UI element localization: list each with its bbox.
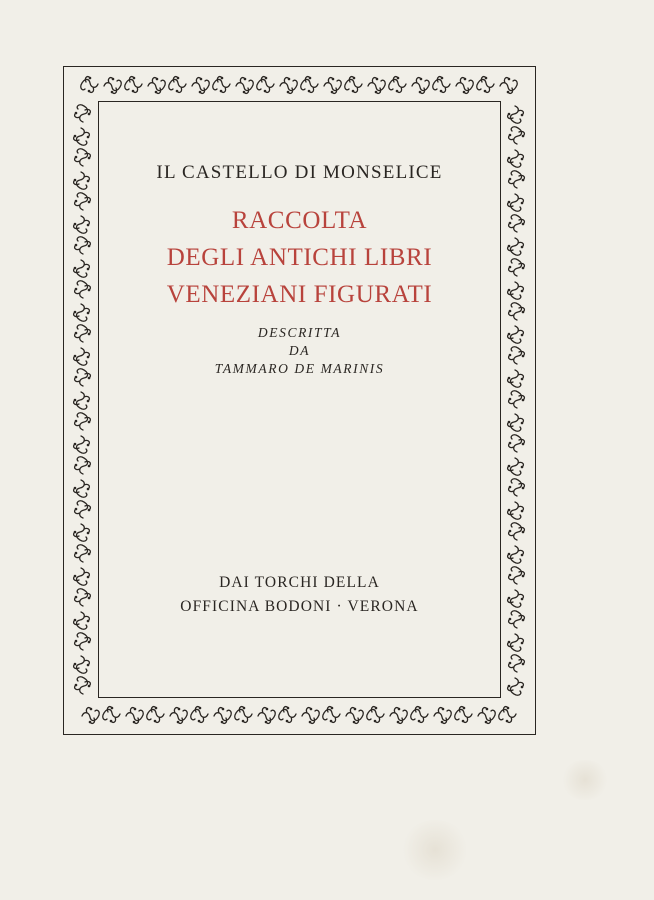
vine-scroll-ornament-icon xyxy=(192,78,209,94)
vine-scroll-ornament-icon xyxy=(74,392,90,409)
vine-scroll-ornament-icon xyxy=(75,413,91,430)
vine-scroll-ornament-icon xyxy=(191,707,208,723)
vine-scroll-ornament-icon xyxy=(509,127,525,144)
vine-scroll-ornament-icon xyxy=(390,708,407,724)
imprint xyxy=(98,571,501,619)
vine-scroll-ornament-icon xyxy=(509,523,525,540)
vine-scroll-ornament-icon xyxy=(508,150,524,167)
vine-scroll-ornament-icon xyxy=(74,568,90,585)
vine-scroll-ornament-icon xyxy=(509,435,525,452)
vine-scroll-ornament-icon xyxy=(75,677,91,694)
vine-scroll-ornament-icon xyxy=(75,501,91,518)
vine-scroll-ornament-icon xyxy=(235,707,252,723)
vine-scroll-ornament-icon xyxy=(508,238,524,255)
vine-scroll-ornament-icon xyxy=(214,708,231,724)
vine-scroll-ornament-icon xyxy=(301,77,318,93)
vine-scroll-ornament-icon xyxy=(236,78,253,94)
main-title xyxy=(98,202,501,313)
vine-scroll-ornament-icon xyxy=(345,77,362,93)
vine-scroll-ornament-icon xyxy=(74,480,90,497)
vine-scroll-ornament-icon xyxy=(81,77,98,93)
imprint-line: DAI TORCHI DELLA xyxy=(219,574,380,591)
vine-scroll-ornament-icon xyxy=(508,414,524,431)
vine-scroll-ornament-icon xyxy=(509,391,525,408)
vine-scroll-ornament-icon xyxy=(508,634,524,651)
vine-scroll-ornament-icon xyxy=(104,78,121,94)
vine-scroll-ornament-icon xyxy=(75,633,91,650)
vine-scroll-ornament-icon xyxy=(213,77,230,93)
vine-scroll-ornament-icon xyxy=(74,436,90,453)
main-title-line: VENEZIANI FIGURATI xyxy=(166,281,433,308)
vine-scroll-ornament-icon xyxy=(74,304,90,321)
vine-scroll-ornament-icon xyxy=(509,215,525,232)
vine-scroll-ornament-icon xyxy=(103,707,120,723)
vine-scroll-ornament-icon xyxy=(509,303,525,320)
byline-author: TAMMARO DE MARINIS xyxy=(214,361,385,376)
series-title: IL CASTELLO DI MONSELICE xyxy=(156,162,443,183)
vine-scroll-ornament-icon xyxy=(508,326,524,343)
vine-scroll-ornament-icon xyxy=(477,77,494,93)
vine-scroll-ornament-icon xyxy=(74,216,90,233)
byline-descriptor: DESCRITTA xyxy=(257,325,342,340)
vine-scroll-ornament-icon xyxy=(75,149,91,166)
vine-scroll-ornament-icon xyxy=(508,194,524,211)
vine-scroll-ornament-icon xyxy=(75,193,91,210)
vine-scroll-ornament-icon xyxy=(323,707,340,723)
vine-scroll-ornament-icon xyxy=(75,457,91,474)
vine-scroll-ornament-icon xyxy=(508,590,524,607)
vine-scroll-ornament-icon xyxy=(456,78,473,94)
vine-scroll-ornament-icon xyxy=(508,282,524,299)
vine-scroll-ornament-icon xyxy=(508,458,524,475)
vine-scroll-ornament-icon xyxy=(75,545,91,562)
vine-scroll-ornament-icon xyxy=(499,707,516,723)
vine-scroll-ornament-icon xyxy=(75,281,91,298)
vine-scroll-ornament-icon xyxy=(258,708,275,724)
vine-scroll-ornament-icon xyxy=(75,237,91,254)
vine-scroll-ornament-icon xyxy=(509,259,525,276)
vine-scroll-ornament-icon xyxy=(169,77,186,93)
vine-scroll-ornament-icon xyxy=(75,105,91,122)
vine-scroll-ornament-icon xyxy=(75,325,91,342)
vine-scroll-ornament-icon xyxy=(126,708,143,724)
main-title-line: RACCOLTA xyxy=(231,207,368,234)
vine-scroll-ornament-icon xyxy=(74,612,90,629)
vine-scroll-ornament-icon xyxy=(74,348,90,365)
vine-scroll-ornament-icon xyxy=(279,707,296,723)
vine-scroll-ornament-icon xyxy=(125,77,142,93)
vine-scroll-ornament-icon xyxy=(74,524,90,541)
vine-scroll-ornament-icon xyxy=(455,707,472,723)
main-title-line: DEGLI ANTICHI LIBRI xyxy=(166,244,433,271)
vine-scroll-ornament-icon xyxy=(500,78,517,94)
vine-scroll-ornament-icon xyxy=(509,567,525,584)
vine-scroll-ornament-icon xyxy=(508,546,524,563)
vine-scroll-ornament-icon xyxy=(509,479,525,496)
vine-scroll-ornament-icon xyxy=(509,611,525,628)
vine-scroll-ornament-icon xyxy=(411,707,428,723)
vine-scroll-ornament-icon xyxy=(412,78,429,94)
vine-scroll-ornament-icon xyxy=(509,171,525,188)
imprint-line: OFFICINA BODONI · VERONA xyxy=(180,598,419,615)
vine-scroll-ornament-icon xyxy=(508,370,524,387)
vine-scroll-ornament-icon xyxy=(509,655,525,672)
vine-scroll-ornament-icon xyxy=(434,708,451,724)
vine-scroll-ornament-icon xyxy=(257,77,274,93)
vine-scroll-ornament-icon xyxy=(74,172,90,189)
vine-scroll-ornament-icon xyxy=(148,78,165,94)
byline xyxy=(98,324,501,378)
vine-scroll-ornament-icon xyxy=(302,708,319,724)
vine-scroll-ornament-icon xyxy=(389,77,406,93)
vine-scroll-ornament-icon xyxy=(346,708,363,724)
vine-scroll-ornament-icon xyxy=(478,708,495,724)
vine-scroll-ornament-icon xyxy=(280,78,297,94)
vine-scroll-ornament-icon xyxy=(74,656,90,673)
vine-scroll-ornament-icon xyxy=(74,260,90,277)
paper-stain xyxy=(400,820,470,880)
vine-scroll-ornament-icon xyxy=(509,347,525,364)
vine-scroll-ornament-icon xyxy=(324,78,341,94)
vine-scroll-ornament-icon xyxy=(75,589,91,606)
vine-scroll-ornament-icon xyxy=(75,369,91,386)
vine-scroll-ornament-icon xyxy=(74,128,90,145)
vine-scroll-ornament-icon xyxy=(508,678,524,695)
vine-scroll-ornament-icon xyxy=(508,502,524,519)
vine-scroll-ornament-icon xyxy=(170,708,187,724)
vine-scroll-ornament-icon xyxy=(368,78,385,94)
vine-scroll-ornament-icon xyxy=(433,77,450,93)
vine-scroll-ornament-icon xyxy=(367,707,384,723)
vine-scroll-ornament-icon xyxy=(82,708,99,724)
byline-preposition: DA xyxy=(288,343,311,358)
paper-stain xyxy=(560,760,610,800)
vine-scroll-ornament-icon xyxy=(147,707,164,723)
vine-scroll-ornament-icon xyxy=(508,106,524,123)
